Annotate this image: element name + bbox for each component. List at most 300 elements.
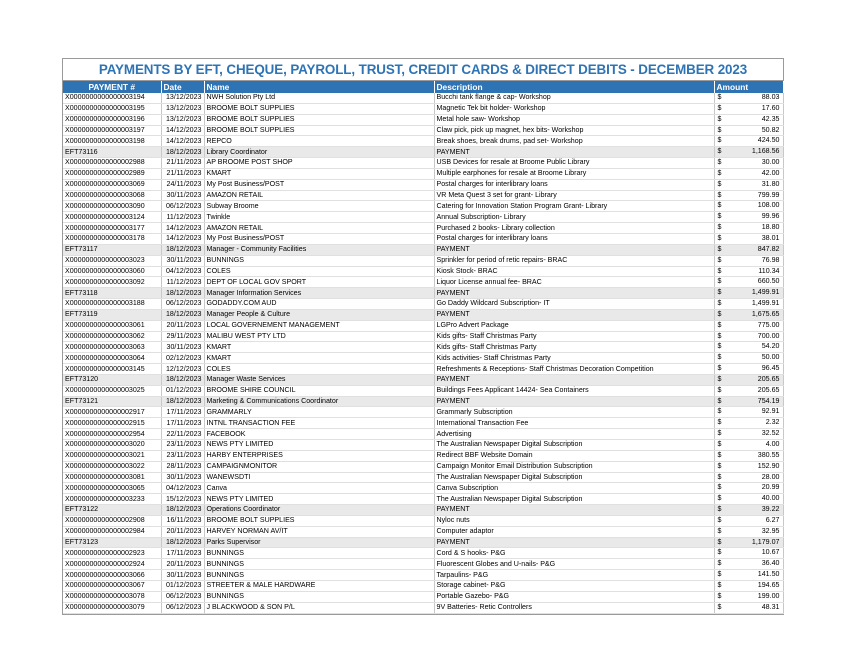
date-cell: 21/11/2023 [161,158,204,169]
date-cell: 13/12/2023 [161,103,204,114]
amount-value: 50.82 [761,125,780,134]
currency-symbol: $ [717,299,722,308]
amount-cell [714,526,783,537]
amount-value: 54.20 [761,342,780,351]
name-cell: REPCO [204,136,434,147]
table-row [63,429,783,440]
amount-value: 76.98 [761,255,780,264]
description-cell: PAYMENT [434,288,714,299]
date-cell: 02/12/2023 [161,353,204,364]
amount-cell [714,407,783,418]
currency-symbol: $ [717,179,722,188]
amount-value: 199.00 [757,591,780,600]
name-cell: Manager - Community Facilities [204,244,434,255]
name-cell: AMAZON RETAIL [204,190,434,201]
description-cell: Canva Subscription [434,483,714,494]
amount-value: 42.35 [761,114,780,123]
description-cell: Annual Subscription- Library [434,212,714,223]
currency-symbol: $ [717,440,722,448]
description-cell: VR Meta Quest 3 set for grant- Library [434,190,714,201]
amount-cell [714,342,783,353]
name-cell: Manager Information Services [204,288,434,299]
amount-cell [714,364,783,375]
name-cell: Canva [204,483,434,494]
currency-symbol: $ [717,461,722,470]
amount-cell [714,136,783,147]
payment-number-cell: X0000000000000003079 [63,602,161,613]
description-cell: PAYMENT [434,505,714,516]
amount-value: 39.22 [761,505,780,514]
currency-symbol: $ [717,103,722,112]
name-cell: Manager People & Culture [204,309,434,320]
description-cell: Campaign Monitor Email Distribution Subscription [434,461,714,472]
payment-number-cell: X0000000000000002908 [63,515,161,526]
payment-number-cell: X0000000000000003092 [63,277,161,288]
amount-value: 660.50 [757,277,780,286]
amount-cell [714,125,783,136]
name-cell: STREETER & MALE HARDWARE [204,580,434,591]
currency-symbol: $ [717,570,722,579]
date-cell: 14/12/2023 [161,136,204,147]
date-cell: 13/12/2023 [161,114,204,125]
name-cell: Library Coordinator [204,147,434,158]
currency-symbol: $ [717,288,722,297]
description-cell: Grammarly Subscription [434,407,714,418]
currency-symbol: $ [717,396,722,405]
summary-row [63,309,783,320]
description-cell: Postal charges for interlibrary loans [434,179,714,190]
description-cell: Buildings Fees Applicant 14424- Sea Containers [434,385,714,396]
currency-symbol: $ [717,331,722,340]
payment-number-cell: EFT73120 [63,374,161,385]
payment-number-cell: X0000000000000003063 [63,342,161,353]
table-row [63,168,783,179]
date-cell: 14/12/2023 [161,125,204,136]
date-cell: 06/12/2023 [161,201,204,212]
currency-symbol: $ [717,515,722,524]
amount-cell [714,223,783,234]
amount-cell [714,93,783,103]
currency-symbol: $ [717,505,722,514]
payment-number-cell: X0000000000000003025 [63,385,161,396]
amount-cell [714,559,783,570]
table-row [63,136,783,147]
name-cell: J BLACKWOOD & SON P/L [204,602,434,613]
date-cell: 30/11/2023 [161,570,204,581]
amount-value: 88.03 [761,93,780,101]
column-header-description: Description [434,81,714,93]
date-cell: 14/12/2023 [161,233,204,244]
payment-number-cell: X0000000000000002923 [63,548,161,559]
date-cell: 18/12/2023 [161,537,204,548]
amount-cell [714,201,783,212]
currency-symbol: $ [717,580,722,589]
currency-symbol: $ [717,548,722,557]
table-row [63,483,783,494]
table-row [63,472,783,483]
name-cell: Subway Broome [204,201,434,212]
description-cell: LGPro Advert Package [434,320,714,331]
amount-cell [714,320,783,331]
amount-cell [714,570,783,581]
currency-symbol: $ [717,158,722,167]
currency-symbol: $ [717,374,722,383]
description-cell: Nyloc nuts [434,515,714,526]
table-row [63,385,783,396]
table-row [63,266,783,277]
currency-symbol: $ [717,201,722,210]
summary-row [63,244,783,255]
currency-symbol: $ [717,418,722,427]
name-cell: GRAMMARLY [204,407,434,418]
name-cell: BUNNINGS [204,559,434,570]
amount-value: 205.65 [757,374,780,383]
name-cell: BROOME SHIRE COUNCIL [204,385,434,396]
amount-value: 108.00 [757,201,780,210]
name-cell: DEPT OF LOCAL GOV SPORT [204,277,434,288]
date-cell: 23/11/2023 [161,440,204,451]
payment-number-cell: X0000000000000002915 [63,418,161,429]
date-cell: 23/11/2023 [161,450,204,461]
amount-value: 700.00 [757,331,780,340]
amount-cell [714,277,783,288]
description-cell: Storage cabinet- P&G [434,580,714,591]
description-cell: PAYMENT [434,244,714,255]
amount-value: 1,499.91 [751,299,780,308]
amount-cell [714,515,783,526]
amount-value: 1,179.07 [751,537,780,546]
table-row [63,342,783,353]
payment-number-cell: X0000000000000003061 [63,320,161,331]
amount-cell [714,505,783,516]
currency-symbol: $ [717,483,722,492]
currency-symbol: $ [717,385,722,394]
currency-symbol: $ [717,320,722,329]
payment-number-cell: X0000000000000003194 [63,93,161,103]
date-cell: 01/12/2023 [161,580,204,591]
description-cell: USB Devices for resale at Broome Public Library [434,158,714,169]
date-cell: 11/12/2023 [161,277,204,288]
date-cell: 28/11/2023 [161,461,204,472]
table-row [63,494,783,505]
description-cell: Break shoes, break drums, pad set- Workshop [434,136,714,147]
table-row [63,515,783,526]
name-cell: HARBY ENTERPRISES [204,450,434,461]
name-cell: COLES [204,266,434,277]
table-row [63,548,783,559]
date-cell: 24/11/2023 [161,179,204,190]
amount-cell [714,212,783,223]
amount-value: 847.82 [757,244,780,253]
amount-value: 28.00 [761,472,780,481]
payment-number-cell: X0000000000000003078 [63,591,161,602]
description-cell: Portable Gazebo- P&G [434,591,714,602]
description-cell: Computer adaptor [434,526,714,537]
payment-number-cell: EFT73116 [63,147,161,158]
description-cell: 9V Batteries- Retic Controllers [434,602,714,613]
amount-cell [714,331,783,342]
column-header-date: Date [161,81,204,93]
payment-number-cell: X0000000000000003178 [63,233,161,244]
currency-symbol: $ [717,212,722,221]
description-cell: Multiple earphones for resale at Broome Library [434,168,714,179]
column-header-payment: PAYMENT # [63,81,161,93]
description-cell: Claw pick, pick up magnet, hex bits- Workshop [434,125,714,136]
description-cell: Go Daddy Wildcard Subscription- IT [434,299,714,310]
amount-cell [714,168,783,179]
date-cell: 22/11/2023 [161,429,204,440]
date-cell: 18/12/2023 [161,374,204,385]
date-cell: 15/12/2023 [161,494,204,505]
amount-value: 18.80 [761,223,780,232]
table-row [63,461,783,472]
payment-number-cell: X0000000000000003067 [63,580,161,591]
name-cell: BUNNINGS [204,570,434,581]
amount-value: 754.19 [757,396,780,405]
description-cell: Kids gifts- Staff Christmas Party [434,331,714,342]
name-cell: BROOME BOLT SUPPLIES [204,125,434,136]
currency-symbol: $ [717,407,722,416]
description-cell: Metal hole saw- Workshop [434,114,714,125]
date-cell: 01/12/2023 [161,385,204,396]
date-cell: 06/12/2023 [161,591,204,602]
name-cell: INTNL TRANSACTION FEE [204,418,434,429]
date-cell: 30/11/2023 [161,342,204,353]
amount-value: 4.00 [765,440,780,448]
name-cell: NEWS PTY LIMITED [204,494,434,505]
amount-cell [714,266,783,277]
payment-number-cell: X0000000000000003177 [63,223,161,234]
table-row [63,158,783,169]
amount-value: 31.80 [761,179,780,188]
column-header-amount: Amount [714,81,783,93]
amount-value: 205.65 [757,385,780,394]
name-cell: NEWS PTY LIMITED [204,440,434,451]
amount-cell [714,244,783,255]
date-cell: 13/12/2023 [161,93,204,103]
summary-row [63,147,783,158]
currency-symbol: $ [717,526,722,535]
payment-number-cell: X0000000000000003233 [63,494,161,505]
payment-number-cell: X0000000000000003023 [63,255,161,266]
date-cell: 12/12/2023 [161,364,204,375]
description-cell: PAYMENT [434,396,714,407]
amount-value: 1,675.65 [751,309,780,318]
date-cell: 29/11/2023 [161,331,204,342]
payment-number-cell: X0000000000000003068 [63,190,161,201]
currency-symbol: $ [717,450,722,459]
currency-symbol: $ [717,559,722,568]
payment-number-cell: X0000000000000003188 [63,299,161,310]
currency-symbol: $ [717,244,722,253]
name-cell: KMART [204,342,434,353]
description-cell: Catering for Innovation Station Program Grant- Library [434,201,714,212]
table-row [63,125,783,136]
amount-cell [714,580,783,591]
currency-symbol: $ [717,537,722,546]
table-row [63,212,783,223]
amount-value: 1,499.91 [751,288,780,297]
date-cell: 20/11/2023 [161,320,204,331]
payment-number-cell: X0000000000000003066 [63,570,161,581]
amount-cell [714,591,783,602]
name-cell: My Post Business/POST [204,179,434,190]
currency-symbol: $ [717,255,722,264]
description-cell: Kiosk Stock- BRAC [434,266,714,277]
currency-symbol: $ [717,114,722,123]
amount-value: 40.00 [761,494,780,503]
payment-number-cell: EFT73119 [63,309,161,320]
table-row [63,103,783,114]
currency-symbol: $ [717,190,722,199]
payment-number-cell: X0000000000000003060 [63,266,161,277]
name-cell: Manager Waste Services [204,374,434,385]
payment-number-cell: X0000000000000002924 [63,559,161,570]
name-cell: KMART [204,353,434,364]
currency-symbol: $ [717,93,722,101]
amount-cell [714,190,783,201]
payment-number-cell: X0000000000000003198 [63,136,161,147]
table-body [63,93,783,613]
currency-symbol: $ [717,266,722,275]
currency-symbol: $ [717,125,722,134]
column-header-name: Name [204,81,434,93]
name-cell: Operations Coordinator [204,505,434,516]
name-cell: COLES [204,364,434,375]
name-cell: AP BROOME POST SHOP [204,158,434,169]
amount-value: 32.52 [761,429,780,438]
amount-cell [714,158,783,169]
description-cell: PAYMENT [434,309,714,320]
table-row [63,353,783,364]
table-row [63,299,783,310]
description-cell: Magnetic Tek bit holder- Workshop [434,103,714,114]
amount-value: 424.50 [757,136,780,145]
name-cell: BUNNINGS [204,255,434,266]
table-row [63,233,783,244]
date-cell: 20/11/2023 [161,526,204,537]
date-cell: 11/12/2023 [161,212,204,223]
currency-symbol: $ [717,168,722,177]
date-cell: 06/12/2023 [161,602,204,613]
date-cell: 30/11/2023 [161,190,204,201]
table-row [63,93,783,103]
name-cell: BROOME BOLT SUPPLIES [204,103,434,114]
date-cell: 16/11/2023 [161,515,204,526]
amount-cell [714,179,783,190]
description-cell: The Australian Newspaper Digital Subscription [434,494,714,505]
currency-symbol: $ [717,472,722,481]
payment-number-cell: EFT73122 [63,505,161,516]
description-cell: PAYMENT [434,537,714,548]
description-cell: Liquor License annual fee- BRAC [434,277,714,288]
currency-symbol: $ [717,342,722,351]
amount-cell [714,396,783,407]
currency-symbol: $ [717,591,722,600]
date-cell: 04/12/2023 [161,266,204,277]
amount-value: 38.01 [761,233,780,242]
amount-value: 30.00 [761,158,780,167]
table-row [63,418,783,429]
summary-row [63,505,783,516]
date-cell: 20/11/2023 [161,559,204,570]
payment-number-cell: X0000000000000003090 [63,201,161,212]
description-cell: Fluorescent Globes and U-nails- P&G [434,559,714,570]
payments-table [63,81,784,614]
name-cell: My Post Business/POST [204,233,434,244]
amount-value: 380.55 [757,450,780,459]
currency-symbol: $ [717,364,722,373]
payment-number-cell: X0000000000000002989 [63,168,161,179]
table-row [63,331,783,342]
payment-number-cell: EFT73117 [63,244,161,255]
table-row [63,223,783,234]
name-cell: Marketing & Communications Coordinator [204,396,434,407]
payment-number-cell: X0000000000000003064 [63,353,161,364]
amount-value: 99.96 [761,212,780,221]
description-cell: The Australian Newspaper Digital Subscription [434,440,714,451]
currency-symbol: $ [717,223,722,232]
amount-cell [714,494,783,505]
payment-number-cell: X0000000000000002988 [63,158,161,169]
description-cell: Kids gifts- Staff Christmas Party [434,342,714,353]
table-row [63,179,783,190]
amount-value: 2.32 [765,418,780,427]
description-cell: PAYMENT [434,147,714,158]
table-row [63,364,783,375]
amount-cell [714,233,783,244]
date-cell: 18/12/2023 [161,147,204,158]
page-title: PAYMENTS BY EFT, CHEQUE, PAYROLL, TRUST, CREDIT CARDS & DIRECT DEBITS - DECEMBER 2023 [63,59,783,81]
name-cell: FACEBOOK [204,429,434,440]
amount-cell [714,309,783,320]
name-cell: KMART [204,168,434,179]
payment-number-cell: X0000000000000003081 [63,472,161,483]
date-cell: 18/12/2023 [161,309,204,320]
amount-cell [714,602,783,613]
description-cell: Kids activities- Staff Christmas Party [434,353,714,364]
date-cell: 18/12/2023 [161,396,204,407]
description-cell: PAYMENT [434,374,714,385]
description-cell: Postal charges for interlibrary loans [434,233,714,244]
table-row [63,526,783,537]
table-row [63,602,783,613]
name-cell: BROOME BOLT SUPPLIES [204,114,434,125]
date-cell: 18/12/2023 [161,244,204,255]
name-cell: AMAZON RETAIL [204,223,434,234]
table-row [63,277,783,288]
payment-number-cell: X0000000000000003020 [63,440,161,451]
name-cell: Parks Supervisor [204,537,434,548]
description-cell: Sprinkler for period of retic repairs- BRAC [434,255,714,266]
amount-value: 1,168.56 [751,147,780,156]
name-cell: LOCAL GOVERNEMENT MANAGEMENT [204,320,434,331]
payment-number-cell: EFT73118 [63,288,161,299]
amount-cell [714,255,783,266]
payment-number-cell: X0000000000000003197 [63,125,161,136]
summary-row [63,537,783,548]
amount-cell [714,418,783,429]
summary-row [63,396,783,407]
currency-symbol: $ [717,233,722,242]
name-cell: CAMPAIGNMONITOR [204,461,434,472]
amount-cell [714,147,783,158]
currency-symbol: $ [717,494,722,503]
payment-number-cell: EFT73123 [63,537,161,548]
date-cell: 17/11/2023 [161,418,204,429]
description-cell: Redirect BBF Website Domain [434,450,714,461]
name-cell: MALIBU WEST PTY LTD [204,331,434,342]
